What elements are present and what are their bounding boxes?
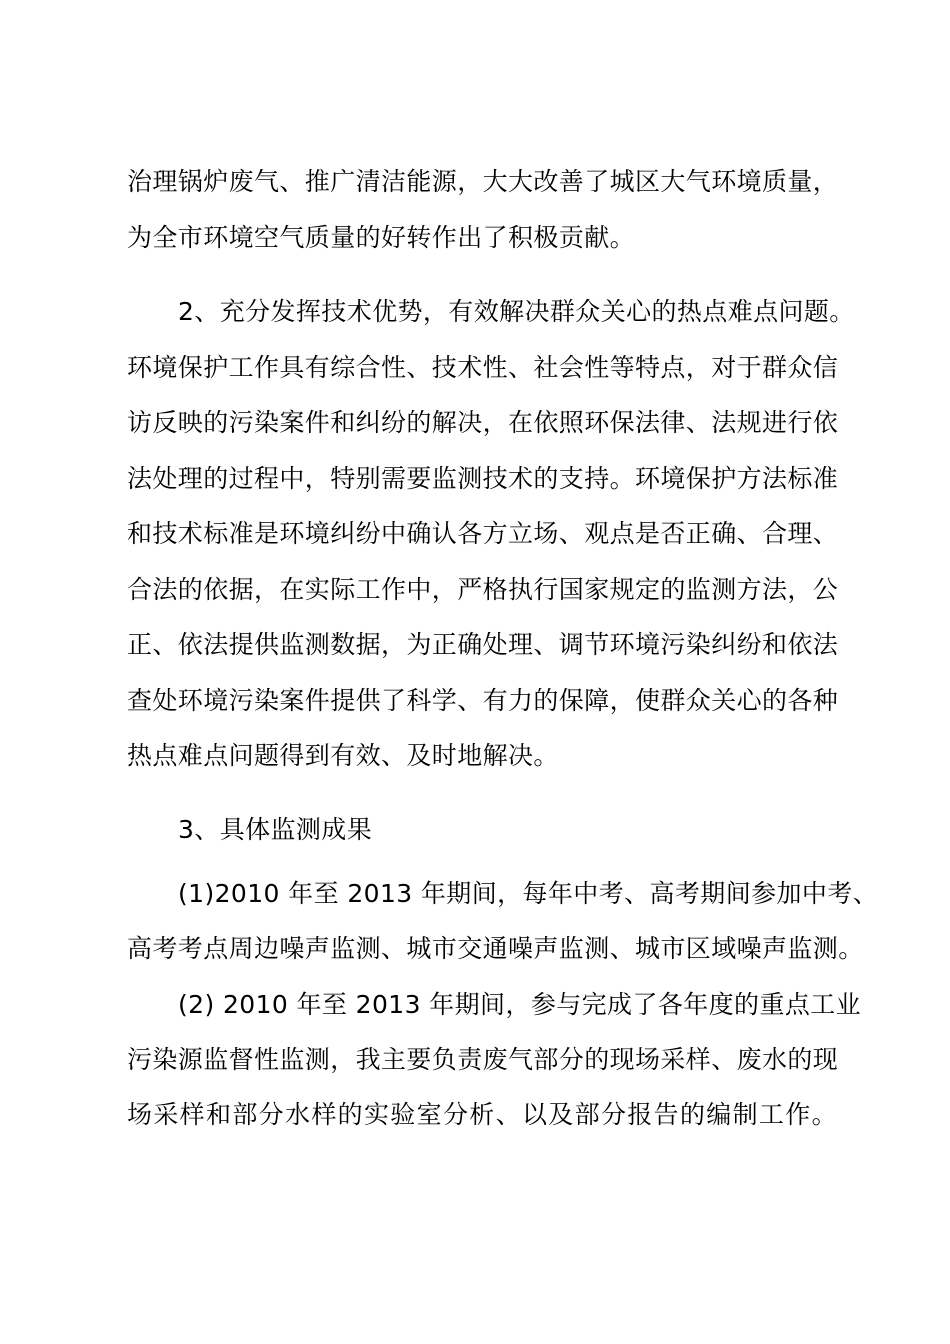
- section-heading-3: 3、具体监测成果: [178, 815, 373, 844]
- paragraph-2-line-2: 环境保护工作具有综合性、技术性、社会性等特点，对于群众信: [127, 353, 839, 382]
- paragraph-2-line-6: 合法的依据，在实际工作中，严格执行国家规定的监测方法，公: [127, 575, 839, 604]
- paragraph-5-line-3: 场采样和部分水样的实验室分析、以及部分报告的编制工作。: [127, 1100, 837, 1129]
- paragraph-2-line-4: 法处理的过程中，特别需要监测技术的支持。环境保护方法标准: [127, 464, 839, 493]
- paragraph-2-line-8: 查处环境污染案件提供了科学、有力的保障，使群众关心的各种: [127, 686, 839, 715]
- paragraph-2-line-7: 正、依法提供监测数据，为正确处理、调节环境污染纠纷和依法: [127, 630, 839, 659]
- paragraph-4-line-2: 高考考点周边噪声监测、城市交通噪声监测、城市区域噪声监测。: [127, 934, 864, 963]
- paragraph-2-line-3: 访反映的污染案件和纠纷的解决，在依照环保法律、法规进行依: [127, 408, 839, 437]
- paragraph-1-line-1: 治理锅炉废气、推广清洁能源，大大改善了城区大气环境质量，: [127, 167, 839, 196]
- paragraph-5-line-2: 污染源监督性监测，我主要负责废气部分的现场采样、废水的现: [127, 1045, 839, 1074]
- paragraph-2-line-9: 热点难点问题得到有效、及时地解决。: [127, 741, 559, 770]
- paragraph-2-line-5: 和技术标准是环境纠纷中确认各方立场、观点是否正确、合理、: [127, 519, 839, 548]
- paragraph-4-line-1: (1)2010 年至 2013 年期间，每年中考、高考期间参加中考、: [178, 879, 879, 908]
- paragraph-5-line-1: (2) 2010 年至 2013 年期间，参与完成了各年度的重点工业: [178, 990, 862, 1019]
- paragraph-1-line-2: 为全市环境空气质量的好转作出了积极贡献。: [127, 223, 636, 252]
- paragraph-2-line-1: 2、充分发挥技术优势，有效解决群众关心的热点难点问题。: [178, 297, 855, 326]
